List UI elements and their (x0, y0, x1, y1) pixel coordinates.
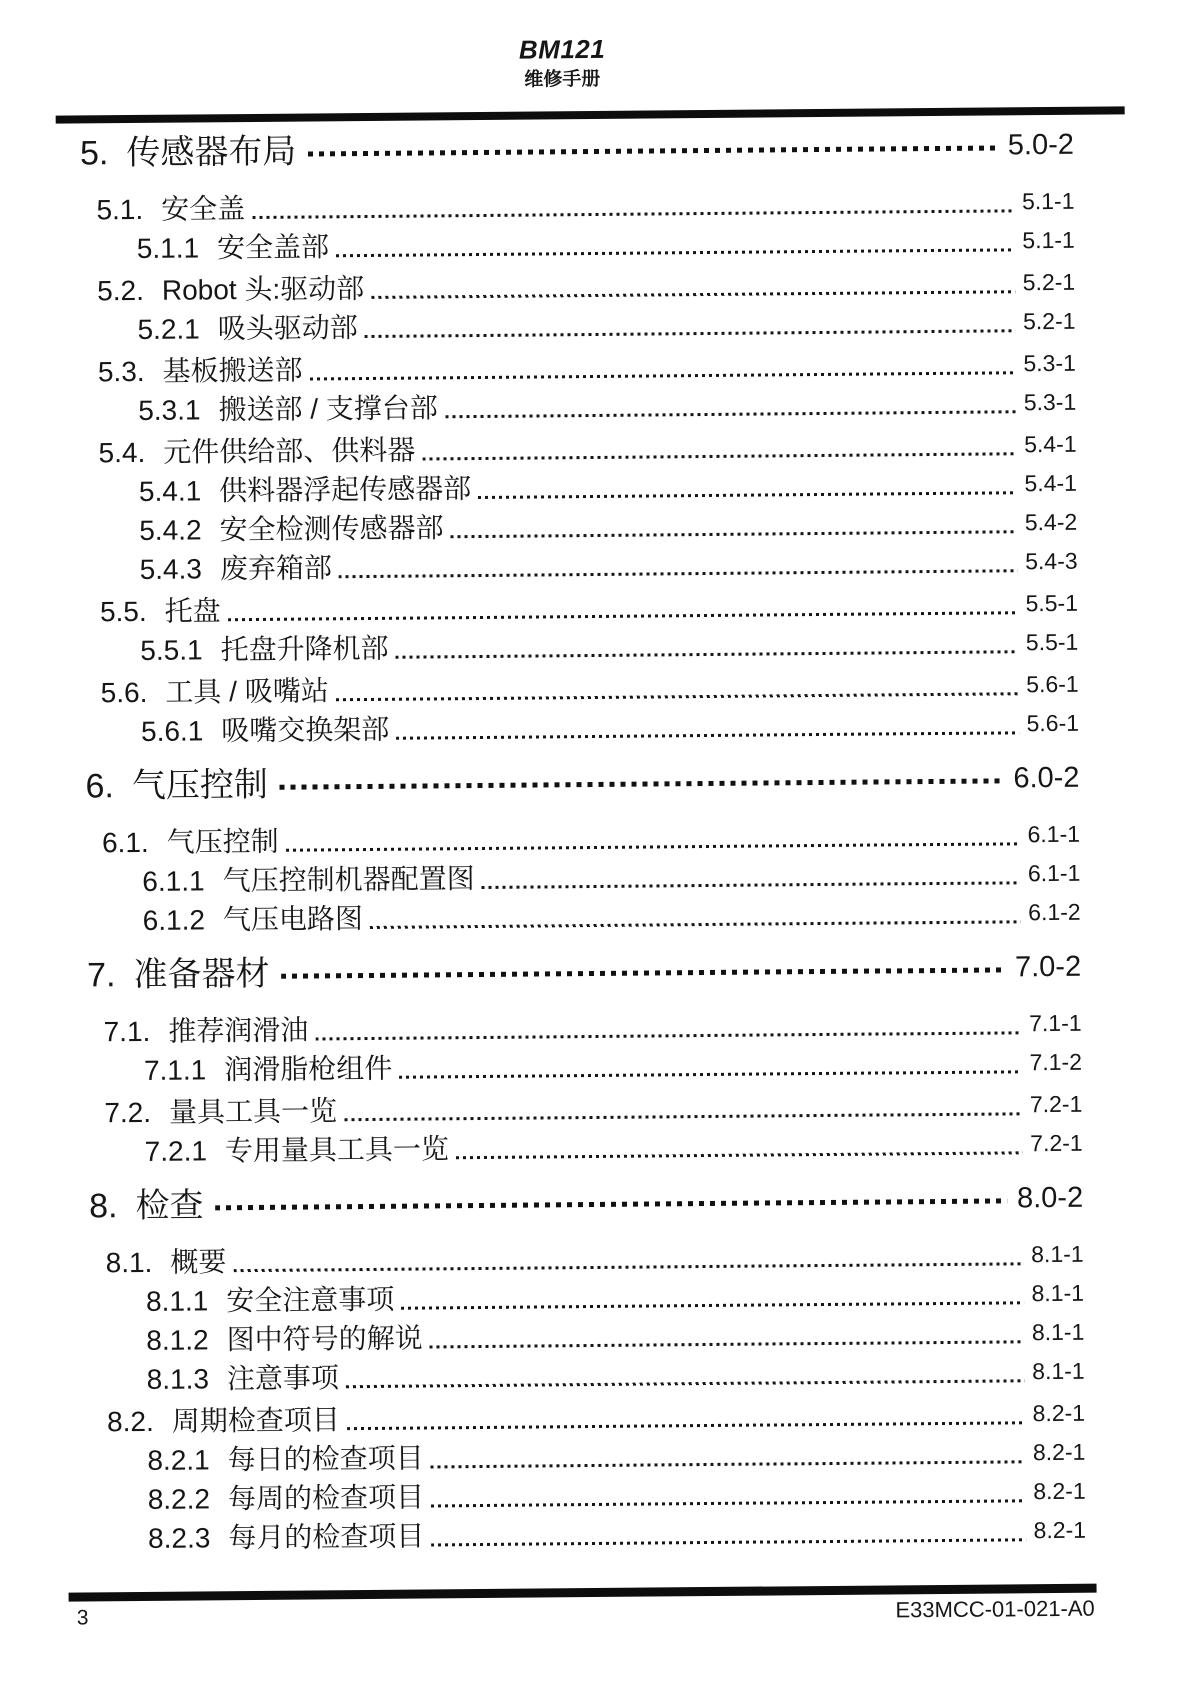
toc-entry-page: 8.2-1 (1032, 1438, 1086, 1466)
dotted-leader (431, 1499, 1025, 1507)
toc-entry-page: 5.5-1 (1025, 628, 1079, 656)
dotted-leader (370, 920, 1020, 929)
dotted-leader (228, 611, 1018, 621)
toc-entry-page: 8.1-1 (1031, 1240, 1084, 1268)
toc-entry (56, 122, 1074, 177)
dotted-leader (451, 530, 1017, 538)
toc-entry-page: 5.1-1 (1021, 187, 1075, 215)
toc-entry-number: 8.2.1 (147, 1444, 210, 1476)
toc-entry-page: 6.1-1 (1027, 859, 1081, 887)
toc-entry-number: 6.1.2 (142, 904, 206, 936)
toc-entry (67, 1352, 1085, 1400)
dotted-leader (315, 1031, 1021, 1040)
dotted-leader (339, 569, 1017, 578)
dotted-leader (399, 1070, 1021, 1078)
toc-entry-page: 5.2-1 (1022, 307, 1076, 335)
toc-entry-title: 量具工具一览 (168, 1095, 338, 1128)
toc-entry-page: 7.2-1 (1030, 1129, 1083, 1157)
toc-entry-title: 托盘升降机部 (220, 632, 389, 666)
toc-entry-number: 8.2.2 (147, 1483, 211, 1515)
toc-entry-number: 8.1. (105, 1246, 153, 1279)
table-of-contents (56, 122, 1086, 1559)
toc-entry-title: 废弃箱部 (219, 552, 333, 585)
toc-entry-page: 5.4-2 (1024, 508, 1078, 536)
toc-entry-number: 8. (89, 1187, 118, 1226)
dotted-leader (216, 1198, 1008, 1210)
toc-entry-number: 5.5. (99, 595, 147, 628)
toc-entry-title: 每日的检查项目 (227, 1442, 424, 1476)
toc-entry-page: 8.1-1 (1031, 1318, 1085, 1346)
toc-entry-page: 7.2-1 (1029, 1090, 1083, 1118)
toc-entry-number: 5.1.1 (136, 232, 200, 264)
toc-entry-number: 7. (86, 956, 116, 995)
dotted-leader (346, 1379, 1024, 1388)
toc-entry-number: 6.1. (101, 826, 149, 859)
toc-entry-title: 气压电路图 (222, 903, 364, 936)
toc-entry-title: 专用量具工具一览 (224, 1133, 450, 1167)
document-code: E33MCC-01-021-A0 (895, 1595, 1095, 1623)
toc-entry-page: 5.3-1 (1023, 388, 1077, 416)
toc-entry-page: 7.1-2 (1029, 1048, 1083, 1076)
toc-entry-title: 气压控制机器配置图 (222, 863, 475, 897)
dotted-leader (347, 1421, 1025, 1430)
toc-entry-title: 注意事项 (226, 1362, 340, 1395)
toc-entry-title: 吸嘴交换架部 (221, 713, 390, 747)
toc-entry-number: 5.6.1 (140, 715, 204, 747)
toc-entry-title: 元件供给部、供料器 (163, 434, 416, 468)
toc-entry-title: 传感器布局 (126, 132, 297, 173)
toc-entry-title: 安全检测传感器部 (219, 512, 444, 546)
toc-entry-title: 每周的检查项目 (227, 1481, 425, 1515)
toc-entry (63, 944, 1081, 999)
toc-entry-page: 7.0-2 (1014, 950, 1082, 984)
toc-entry-title: 每月的检查项目 (228, 1520, 425, 1554)
toc-entry-page: 8.2-1 (1033, 1516, 1087, 1544)
toc-entry-page: 6.1-1 (1027, 820, 1081, 848)
toc-entry-number: 5.4.1 (138, 475, 202, 507)
dotted-leader (286, 842, 1020, 851)
toc-entry-page: 6.1-2 (1028, 898, 1081, 926)
toc-entry-page: 5.1-1 (1022, 226, 1075, 254)
dotted-leader (336, 248, 1014, 257)
toc-entry-title: 检查 (135, 1186, 204, 1226)
toc-entry-title: 基板搬送部 (162, 354, 303, 387)
dotted-leader (280, 778, 1004, 789)
toc-entry-page: 5.6-1 (1026, 709, 1080, 737)
dotted-leader (478, 491, 1016, 499)
toc-entry-page: 5.4-1 (1024, 430, 1077, 458)
toc-entry-page: 8.1-1 (1031, 1279, 1085, 1307)
toc-entry-number: 5.4.3 (139, 553, 203, 585)
toc-entry-page: 5.0-2 (1007, 128, 1075, 162)
dotted-leader (401, 1301, 1023, 1309)
toc-entry-title: 安全盖部 (216, 231, 330, 264)
top-divider-rule (56, 106, 1125, 123)
toc-entry-page: 8.0-2 (1016, 1181, 1084, 1215)
toc-entry-number: 5.1. (96, 193, 144, 226)
toc-entry-title: 周期检查项目 (171, 1404, 340, 1437)
page-number: 3 (76, 1606, 89, 1630)
toc-entry-title: 托盘 (164, 595, 221, 627)
dotted-leader (396, 731, 1018, 739)
toc-entry-title: 推荐润滑油 (168, 1014, 309, 1047)
manual-subtitle: 维修手册 (524, 68, 601, 91)
toc-entry-title: 概要 (170, 1246, 227, 1278)
dotted-leader (445, 410, 1016, 418)
toc-entry-title: 搬送部 / 支撑台部 (218, 392, 438, 426)
toc-entry (61, 755, 1079, 810)
toc-entry-number: 8.1.1 (145, 1285, 209, 1317)
toc-entry-number: 5.2.1 (137, 313, 200, 345)
toc-entry-page: 8.2-1 (1032, 1399, 1086, 1427)
dotted-leader (233, 1262, 1023, 1272)
toc-entry (63, 893, 1081, 941)
dotted-leader (252, 209, 1014, 219)
dotted-leader (308, 145, 998, 156)
toc-entry-number: 6.1.1 (142, 865, 205, 897)
toc-entry-number: 5.4. (98, 436, 146, 469)
toc-entry-number: 8.2. (106, 1405, 154, 1438)
toc-entry-page: 8.1-1 (1032, 1357, 1085, 1385)
toc-entry-page: 5.4-3 (1025, 547, 1078, 575)
dotted-leader (344, 1112, 1022, 1121)
dotted-leader (430, 1340, 1024, 1348)
dotted-leader (336, 692, 1019, 701)
dotted-leader (365, 329, 1015, 338)
toc-entry-title: 安全注意事项 (226, 1283, 395, 1317)
toc-entry (68, 1511, 1086, 1559)
toc-entry-number: 7.1.1 (143, 1054, 207, 1086)
toc-entry-number: 7.2.1 (144, 1135, 208, 1167)
toc-entry-number: 6. (85, 767, 115, 806)
toc-entry-title: Robot 头:驱动部 (161, 272, 365, 306)
toc-entry-number: 5.2. (97, 274, 145, 307)
toc-entry-number: 7.2. (104, 1096, 152, 1129)
dotted-leader (422, 452, 1016, 460)
toc-entry (65, 1175, 1083, 1230)
dotted-leader (371, 290, 1015, 299)
toc-entry-number: 7.1. (103, 1015, 151, 1048)
page-header (0, 29, 1131, 96)
toc-entry-page: 8.2-1 (1033, 1477, 1086, 1505)
toc-entry-page: 5.2-1 (1022, 268, 1076, 296)
toc-entry-title: 工具 / 吸嘴站 (165, 675, 329, 708)
toc-entry-title: 润滑脂枪组件 (224, 1052, 393, 1086)
toc-entry-title: 吸头驱动部 (217, 312, 358, 345)
toc-entry-number: 5.5.1 (140, 634, 203, 666)
dotted-leader (456, 1151, 1022, 1159)
toc-entry-number: 5.6. (100, 676, 148, 709)
toc-entry-number: 8.1.2 (146, 1324, 209, 1356)
toc-entry-title: 安全盖 (161, 193, 246, 225)
toc-entry-page: 5.4-1 (1024, 469, 1078, 497)
toc-entry-page: 6.0-2 (1013, 761, 1080, 795)
toc-entry-number: 5.3. (97, 355, 145, 388)
dotted-leader (431, 1460, 1025, 1468)
toc-entry (59, 542, 1077, 590)
toc-entry-number: 5. (79, 134, 109, 173)
toc-entry-title: 图中符号的解说 (226, 1322, 423, 1356)
dotted-leader (282, 967, 1006, 978)
toc-entry-title: 准备器材 (133, 954, 270, 995)
toc-entry-title: 气压控制 (166, 825, 279, 858)
toc-entry-number: 5.3.1 (138, 394, 201, 426)
toc-entry-page: 5.3-1 (1023, 349, 1076, 377)
toc-entry-title: 供料器浮起传感器部 (219, 473, 472, 507)
toc-entry-number: 8.2.3 (147, 1522, 211, 1554)
toc-entry-title: 气压控制 (131, 765, 269, 806)
toc-entry-number: 8.1.3 (146, 1363, 210, 1395)
toc-entry-number: 5.4.2 (139, 514, 202, 546)
dotted-leader (431, 1538, 1025, 1546)
toc-entry-page: 5.5-1 (1025, 589, 1079, 617)
dotted-leader (310, 371, 1016, 380)
toc-entry-page: 7.1-1 (1029, 1009, 1082, 1037)
manual-model-title: BM121 (518, 33, 606, 65)
dotted-leader (482, 881, 1020, 889)
dotted-leader (396, 650, 1018, 658)
toc-entry-page: 5.6-1 (1026, 670, 1079, 698)
